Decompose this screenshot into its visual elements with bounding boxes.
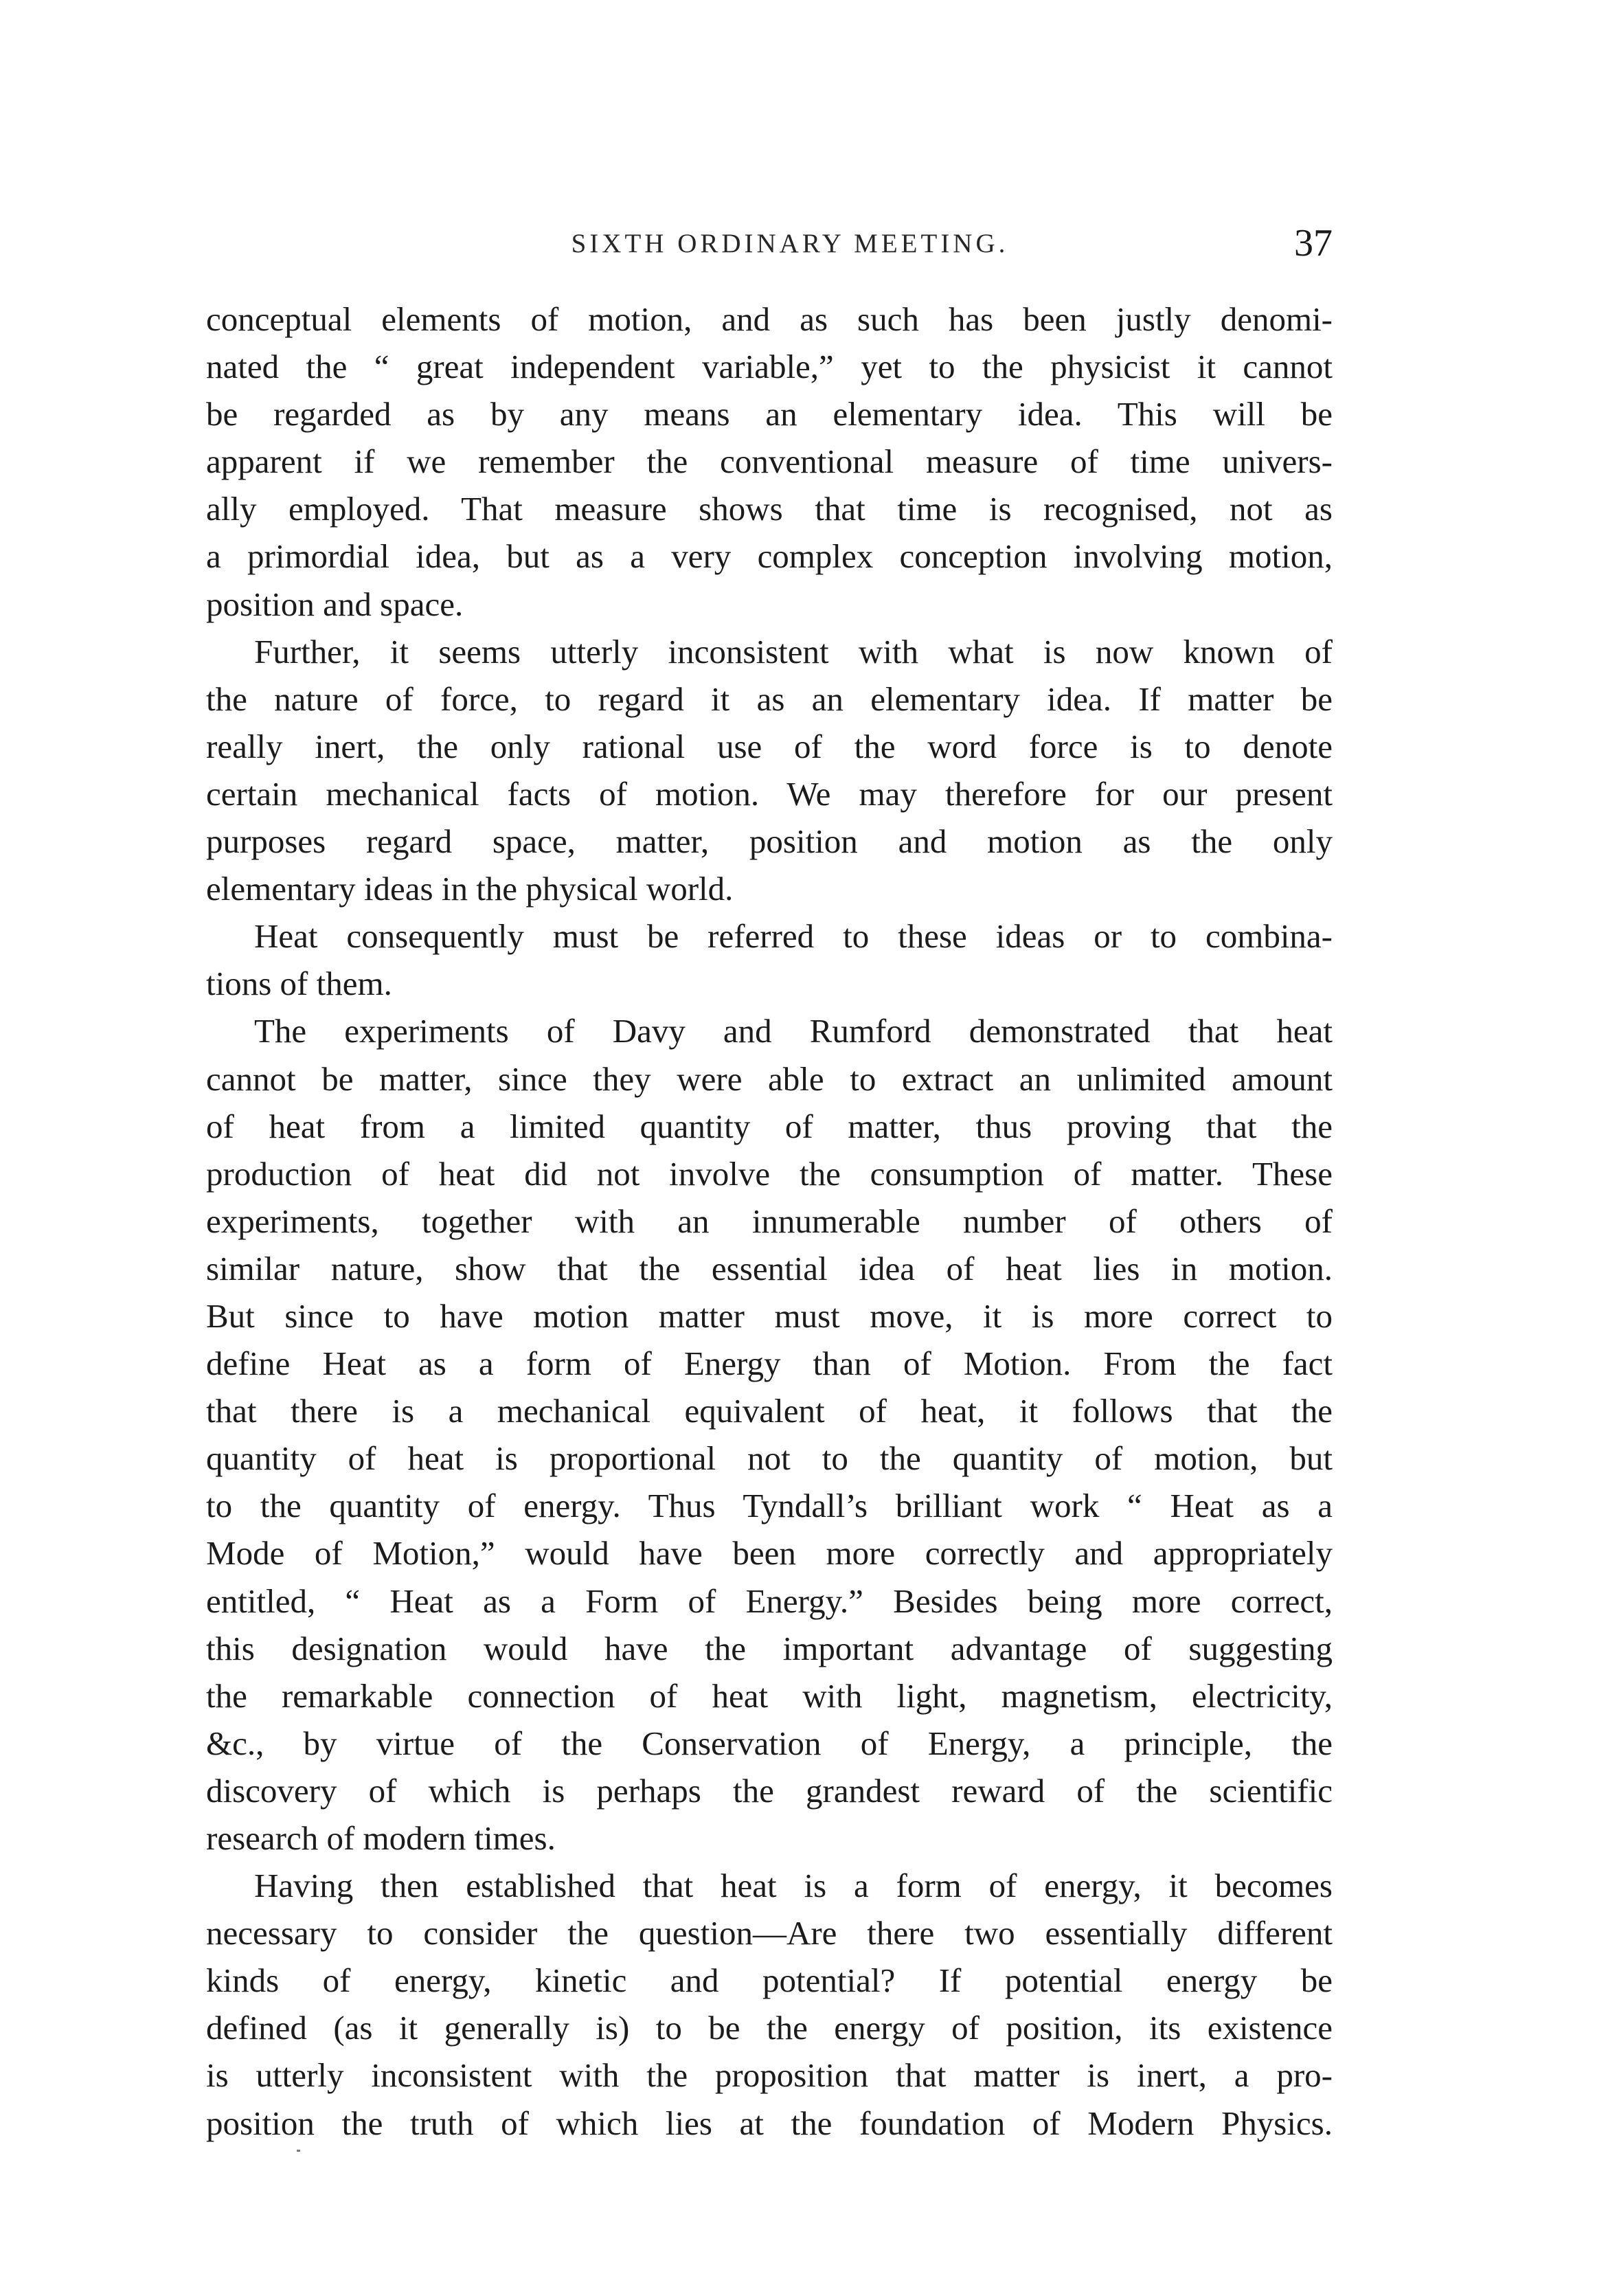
ink-speck (297, 2150, 300, 2152)
paragraph-heat-ideas (206, 912, 1333, 1007)
text-line: similar nature, show that the essential idea of heat lies in motion. (206, 1249, 1333, 1287)
text-line: discovery of which is perhaps the grandest reward of the scientific (206, 1771, 1333, 1810)
text-line: really inert, the only rational use of the word force is to denote (206, 727, 1333, 765)
text-line: necessary to consider the question—Are there two essentially different (206, 1914, 1333, 1952)
page-number: 37 (1294, 222, 1333, 265)
text-line: nated the “ great independent variable,” yet to the physicist it cannot (206, 348, 1333, 386)
text-line: of heat from a limited quantity of matter, thus proving that the (206, 1107, 1333, 1145)
text-line: position and space. (206, 585, 464, 623)
body-text (206, 295, 1333, 2147)
text-line: Having then established that heat is a form of energy, it becomes (254, 1867, 1333, 1905)
text-line: ally employed. That measure shows that time is recognised, not as (206, 490, 1333, 528)
text-line: elementary ideas in the physical world. (206, 870, 734, 908)
text-line: is utterly inconsistent with the proposition that matter is inert, a pro- (206, 2056, 1333, 2095)
text-line: the remarkable connection of heat with light, magnetism, electricity, (206, 1676, 1333, 1715)
text-line: entitled, “ Heat as a Form of Energy.” Besides being more correct, (206, 1582, 1333, 1620)
paragraph-time (206, 295, 1333, 628)
text-line: Further, it seems utterly inconsistent with what is now known of (254, 632, 1333, 671)
text-line: position the truth of which lies at the foundation of Modern Physics. (206, 2104, 1333, 2142)
text-line: tions of them. (206, 965, 392, 1003)
text-line: define Heat as a form of Energy than of Motion. From the fact (206, 1344, 1333, 1383)
running-title: SIXTH ORDINARY MEETING. (571, 229, 1009, 258)
text-line: defined (as it generally is) to be the energy of position, its existence (206, 2009, 1333, 2047)
text-line: research of modern times. (206, 1819, 556, 1857)
text-line: purposes regard space, matter, position and motion as the only (206, 822, 1333, 861)
text-line: quantity of heat is proportional not to the quantity of motion, but (206, 1439, 1333, 1478)
paragraph-energy (206, 1862, 1333, 2147)
paragraph-experiments (206, 1007, 1333, 1862)
text-line: &c., by virtue of the Conservation of Energy, a principle, the (206, 1724, 1333, 1762)
paragraph-force (206, 628, 1333, 913)
text-line: this designation would have the important advantage of suggesting (206, 1629, 1333, 1667)
text-line: to the quantity of energy. Thus Tyndall’s brilliant work “ Heat as a (206, 1487, 1333, 1525)
text-line: kinds of energy, kinetic and potential? If potential energy be (206, 1961, 1333, 2000)
text-line: conceptual elements of motion, and as such has been justly denomi- (206, 300, 1333, 338)
page-header (206, 221, 1333, 269)
text-line: Heat consequently must be referred to these ideas or to combina- (254, 917, 1333, 956)
text-line: production of heat did not involve the consumption of matter. These (206, 1154, 1333, 1193)
text-line: The experiments of Davy and Rumford demonstrated that heat (254, 1012, 1333, 1050)
text-line: cannot be matter, since they were able to extract an unlimited amount (206, 1059, 1333, 1098)
text-line: apparent if we remember the conventional measure of time univers- (206, 442, 1333, 481)
text-line: that there is a mechanical equivalent of heat, it follows that the (206, 1392, 1333, 1430)
text-line: Mode of Motion,” would have been more correctly and appropriately (206, 1534, 1333, 1573)
text-line: But since to have motion matter must move, it is more correct to (206, 1296, 1333, 1335)
text-line: experiments, together with an innumerable number of others of (206, 1202, 1333, 1240)
text-line: the nature of force, to regard it as an elementary idea. If matter be (206, 679, 1333, 718)
text-line: a primordial idea, but as a very complex conception involving motion, (206, 537, 1333, 576)
text-line: certain mechanical facts of motion. We may therefore for our present (206, 774, 1333, 813)
text-line: be regarded as by any means an elementary idea. This will be (206, 395, 1333, 434)
